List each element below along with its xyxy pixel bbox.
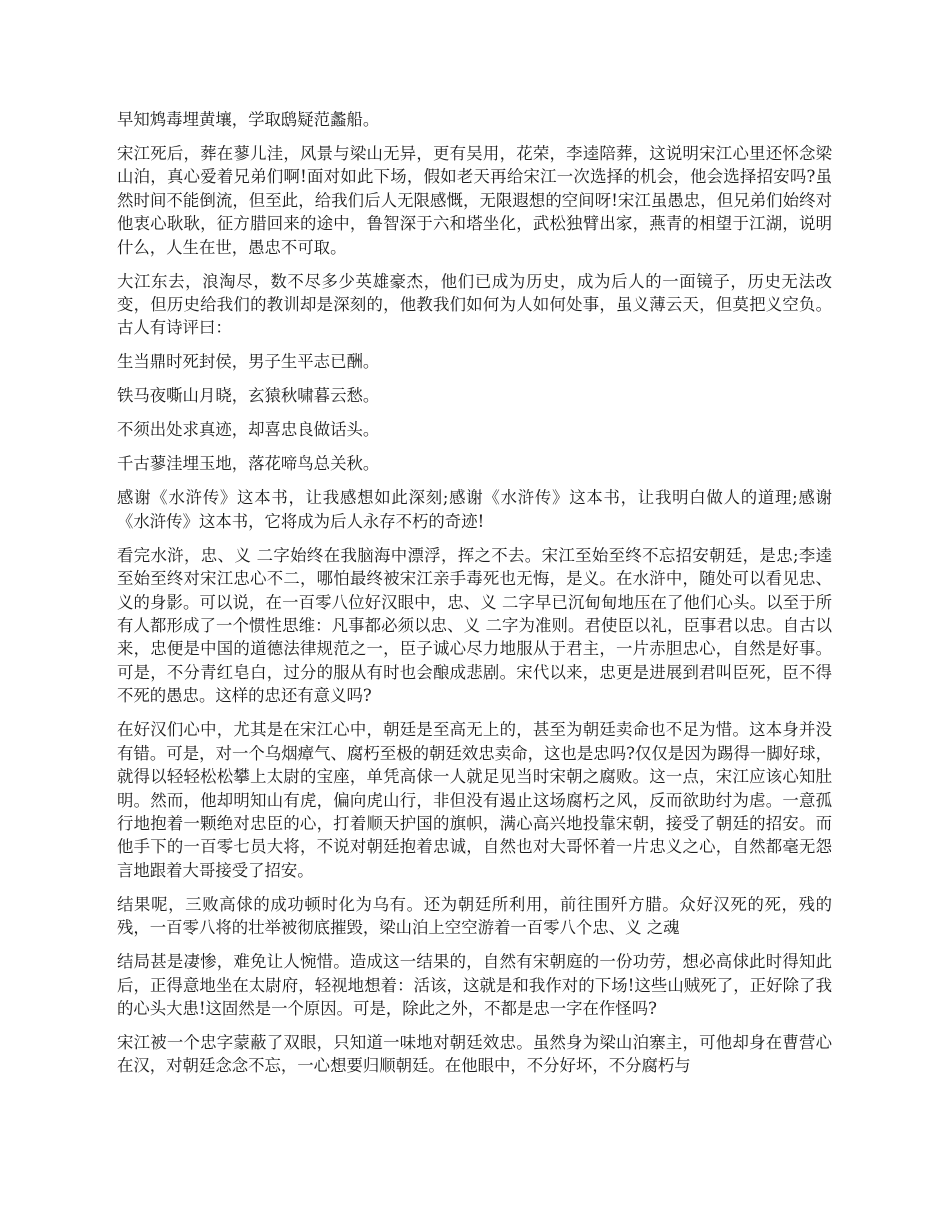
poem-line-3: 不须出处求真迹，却喜忠良做话头。 bbox=[117, 420, 380, 440]
document-body bbox=[117, 108, 832, 1088]
paragraph-blinded-by-loyalty: 宋江被一个忠字蒙蔽了双眼，只知道一味地对朝廷效忠。虽然身为梁山泊寨主，可他却身在曹营心在汉，对朝廷念念不忘，一心想要归顺朝廷。在他眼中，不分好坏，不分腐朽与 bbox=[117, 1032, 832, 1076]
poem-line-2: 铁马夜嘶山月晓，玄猿秋啸暮云愁。 bbox=[117, 386, 380, 406]
poem-line-4: 千古蓼洼埋玉地，落花啼鸟总关秋。 bbox=[117, 454, 380, 474]
paragraph-court-loyalty: 在好汉们心中，尤其是在宋江心中，朝廷是至高无上的，甚至为朝廷卖命也不足为惜。这本身并没有错。可是，对一个乌烟瘴气、腐朽至极的朝廷效忠卖命，这也是忠吗?仅仅是因为踢得一脚好球，就得以轻轻松松攀上太尉的宝座，单凭高俅一人就足见当时宋朝之腐败。这一点，宋江应该心知肚明。然而，他却明知山有虎，偏向虎山行，非但没有遏止这场腐朽之风，反而欲助纣为虐。一意孤行地抱着一颗绝对忠臣的心，打着顺天护国的旗帜，满心高兴地投靠宋朝，接受了朝廷的招安。而他手下的一百零七员大将，不说对朝廷抱着忠诚，自然也对大哥怀着一片忠义之心，自然都毫无怨言地跟着大哥接受了招安。 bbox=[117, 720, 832, 880]
paragraph-history-lesson: 大江东去，浪淘尽，数不尽多少英雄豪杰，他们已成为历史，成为后人的一面镜子，历史无法改变，但历史给我们的教训却是深刻的，他教我们如何为人如何处事，虽义薄云天，但莫把义空负。古人有诗评曰： bbox=[117, 271, 832, 338]
paragraph-song-jiang-burial: 宋江死后，葬在蓼儿洼，风景与梁山无异，更有吴用，花荣，李逵陪葬，这说明宋江心里还怀念梁山泊，真心爱着兄弟们啊!面对如此下场，假如老天再给宋江一次选择的机会，他会选择招安吗?虽然时间不能倒流，但至此，给我们后人无限感慨，无限遐想的空间呀!宋江虽愚忠，但兄弟们始终对他衷心耿耿，征方腊回来的途中，鲁智深于六和塔坐化，武松独臂出家，燕青的相望于江湖，说明什么，人生在世，愚忠不可取。 bbox=[117, 144, 832, 257]
paragraph-tragic-ending: 结局甚是凄惨，难免让人惋惜。造成这一结果的，自然有宋朝庭的一份功劳，想必高俅此时得知此后，正得意地坐在太尉府，轻视地想着：活该，这就是和我作对的下场!这些山贼死了，正好除了我的心头大患!这固然是一个原因。可是，除此之外，不都是忠一字在作怪吗? bbox=[117, 952, 832, 1018]
paragraph-thanks: 感谢《水浒传》这本书，让我感想如此深刻;感谢《水浒传》这本书，让我明白做人的道理;感谢《水浒传》这本书，它将成为后人永存不朽的奇迹! bbox=[117, 488, 832, 531]
paragraph-outcome: 结果呢，三败高俅的成功顿时化为乌有。还为朝廷所利用，前往围歼方腊。众好汉死的死，残的残，一百零八将的壮举被彻底摧毁，梁山泊上空空游着一百零八个忠、义 之魂 bbox=[117, 894, 832, 938]
paragraph-poem-line-opening: 早知鸩毒埋黄壤，学取鸱疑范蠡船。 bbox=[117, 110, 380, 129]
poem-line-1: 生当鼎时死封侯，男子生平志已酬。 bbox=[117, 352, 380, 372]
paragraph-loyalty-righteousness: 看完水浒，忠、义 二字始终在我脑海中漂浮，挥之不去。宋江至始至终不忘招安朝廷，是忠;李逵至始至终对宋江忠心不二，哪怕最终被宋江亲手毒死也无悔，是义。在水浒中，随处可以看见忠、义的身影。可以说，在一百零八位好汉眼中，忠、义 二字早已沉甸甸地压在了他们心头。以至于所有人都形成了一个惯性思维：凡事都必须以忠、义 二字为准则。君使臣以礼，臣事君以忠。自古以来，忠便是中国的道德法律规范之一，臣子诚心尽力地服从于君主，一片赤胆忠心，自然是好事。可是，不分青红皂白，过分的服从有时也会酿成悲剧。宋代以来，忠更是进展到君叫臣死，臣不得不死的愚忠。这样的忠还有意义吗? bbox=[117, 545, 832, 706]
